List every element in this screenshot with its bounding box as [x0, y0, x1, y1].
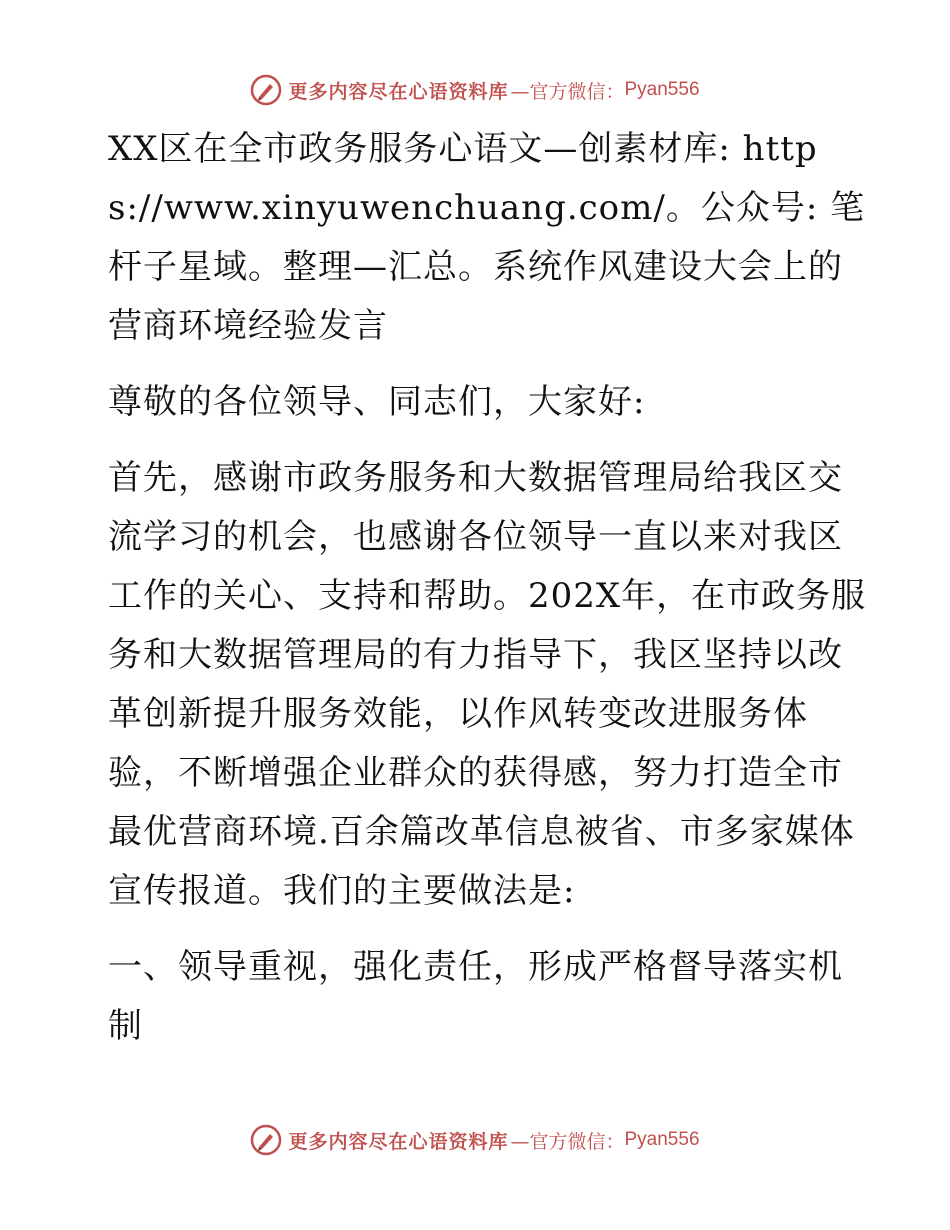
pen-logo-icon: [250, 1124, 282, 1156]
watermark-separator: —官方微信：: [510, 80, 625, 103]
footer-watermark: [0, 1120, 950, 1160]
header-watermark: [0, 70, 950, 110]
watermark-title: 更多内容尽在心语资料库: [288, 80, 509, 103]
watermark-title: 更多内容尽在心语资料库: [288, 1130, 509, 1153]
document-title-paragraph: XX区在全市政务服务心语文—创素材库: https://www.xinyuwenchuang.com/。公众号: 笔杆子星域。整理—汇总。系统作风建设大会上的营商环境经验发言: [108, 129, 866, 346]
body-paragraph: 首先，感谢市政务服务和大数据管理局给我区交流学习的机会，也感谢各位领导一直以来对我区工作的关心、支持和帮助。202X年，在市政务服务和大数据管理局的有力指导下，我区坚持以改革创新提升服务效能，以作风转变改进服务体验，不断增强企业群众的获得感，努力打造全市最优营商环境.百余篇改革信息被省、市多家媒体宣传报道。我们的主要做法是:: [108, 458, 867, 911]
pen-logo-icon: [250, 74, 282, 106]
greeting-paragraph: 尊敬的各位领导、同志们，大家好:: [108, 382, 646, 422]
watermark-wechat-id: Pyan556: [624, 1129, 700, 1150]
watermark-wechat-id: Pyan556: [624, 79, 700, 100]
watermark-separator: —官方微信：: [510, 1130, 625, 1153]
document-body: [98, 120, 868, 1056]
section-heading: 一、领导重视，强化责任，形成严格督导落实机制: [108, 947, 843, 1046]
